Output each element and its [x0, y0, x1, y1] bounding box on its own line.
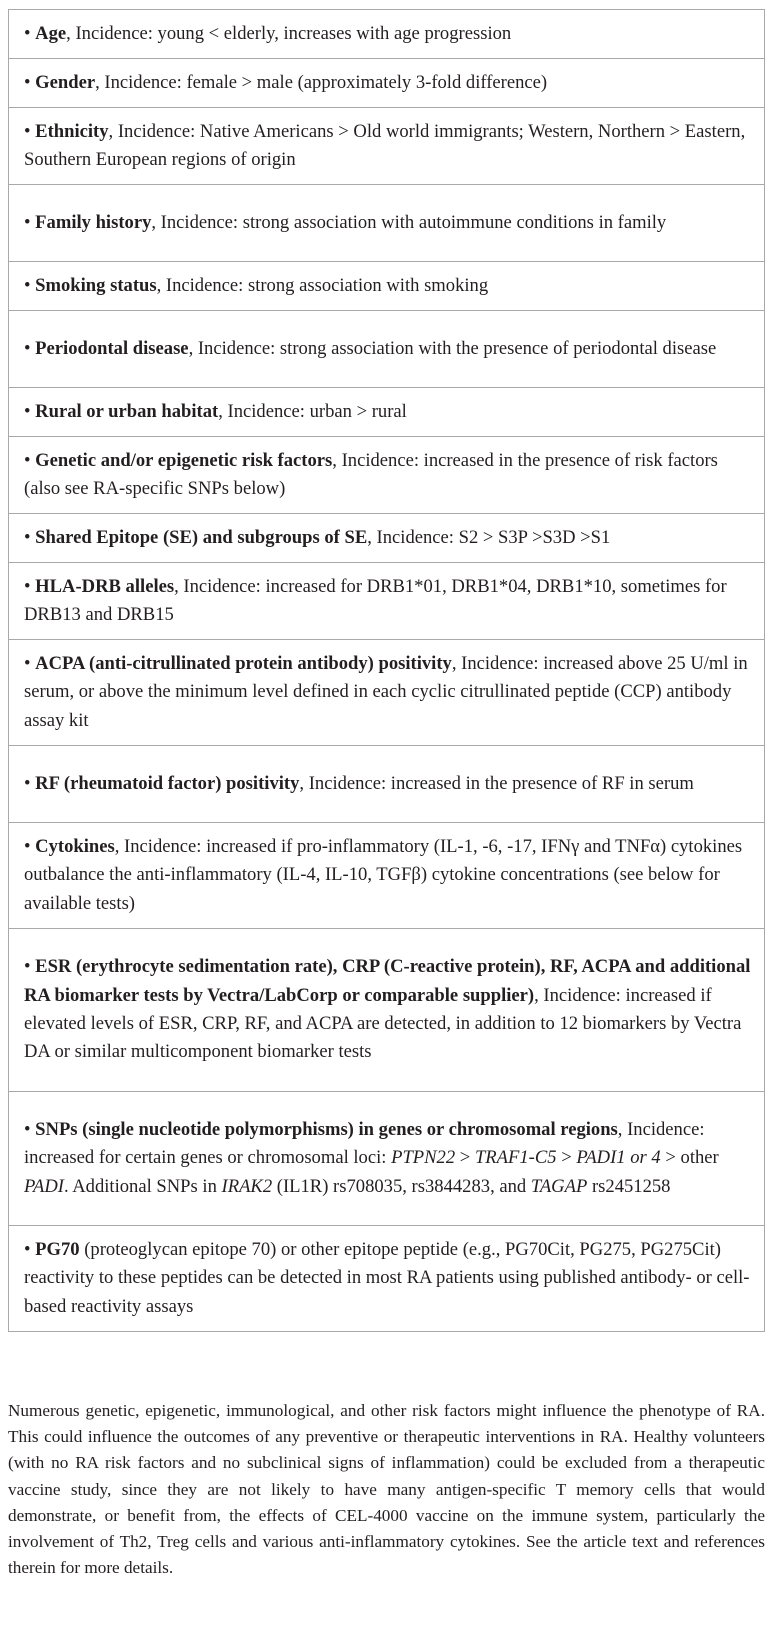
bullet: • — [24, 274, 31, 296]
table-cell — [9, 823, 765, 929]
gene-name: TRAF1-C5 — [474, 1147, 557, 1169]
risk-factor-description: , Incidence: strong association with smoking — [156, 274, 489, 296]
table-cell — [9, 59, 765, 108]
table-row — [9, 185, 765, 262]
table-cell — [9, 311, 765, 388]
risk-factor-description: , Incidence: strong association with autoimmune conditions in family — [151, 211, 667, 233]
gene-name: PADI — [24, 1175, 64, 1197]
risk-factor-description: , Incidence: increased for certain genes or chromosomal loci: — [24, 1119, 705, 1169]
bullet: • — [24, 211, 31, 233]
risk-factor-term: Genetic and/or epigenetic risk factors — [35, 449, 333, 471]
bullet: • — [24, 1119, 31, 1141]
table-row — [9, 640, 765, 746]
table-row — [9, 746, 765, 823]
table-cell — [9, 388, 765, 437]
description-text: > — [556, 1147, 577, 1169]
risk-factor-description: , Incidence: increased if pro-inflammatory (IL-1, -6, -17, IFNγ and TNFα) cytokines outbalance the anti-inflammatory (IL-4, IL-10, TGFβ) cytokine concentrations (see below for available tests) — [24, 836, 743, 914]
risk-factor-description: (proteoglycan epitope 70) or other epitope peptide (e.g., PG70Cit, PG275, PG275Cit) reactivity to these peptides can be detected in most RA patients using published antibody- or cell-based reactivity assays — [24, 1239, 750, 1317]
table-row — [9, 1092, 765, 1226]
table-cell — [9, 185, 765, 262]
risk-factor-description: , Incidence: increased in the presence of RF in serum — [299, 772, 694, 794]
table-row — [9, 823, 765, 929]
risk-factor-term: Ethnicity — [35, 120, 109, 142]
table-cell — [9, 262, 765, 311]
bullet: • — [24, 337, 31, 359]
gene-name: PADI1 or 4 — [576, 1147, 661, 1169]
table-cell — [9, 108, 765, 185]
bullet: • — [24, 449, 31, 471]
bullet: • — [24, 772, 31, 794]
table-row — [9, 108, 765, 185]
risk-factor-term: Family history — [35, 211, 152, 233]
table-row — [9, 437, 765, 514]
table-cell — [9, 640, 765, 746]
description-text: (IL1R) rs708035, rs3844283, and — [272, 1175, 531, 1197]
table-footnote: Numerous genetic, epigenetic, immunological, and other risk factors might influence the phenotype of RA. This could influence the outcomes of any preventive or therapeutic interventions in RA. Healthy volunteers (with no RA risk factors and no subclinical signs of inflammation) could be excluded from a therapeutic vaccine study, since they are not likely to have many antigen-specific T memory cells that would demonstrate, or benefit from, the effects of CEL-4000 vaccine on the immune system, particularly the involvement of Th2, Treg cells and various anti-inflammatory cytokines. See the article text and references therein for more details. — [8, 1401, 765, 1578]
table-row — [9, 514, 765, 563]
table-cell — [9, 1092, 765, 1226]
risk-factor-term: Smoking status — [35, 274, 157, 296]
risk-factor-table — [8, 9, 765, 1332]
table-cell — [9, 929, 765, 1092]
table-cell — [9, 1226, 765, 1332]
table-row — [9, 929, 765, 1092]
description-text: > other — [660, 1147, 719, 1169]
gene-name: IRAK2 — [221, 1175, 273, 1197]
table-cell — [9, 10, 765, 59]
table-row — [9, 59, 765, 108]
risk-factor-term: ESR (erythrocyte sedimentation rate), CRP (C-reactive protein), RF, ACPA and additional RA biomarker tests by Vectra/LabCorp or comparable supplier) — [24, 956, 751, 1006]
risk-factor-term: Rural or urban habitat — [35, 400, 219, 422]
bullet: • — [24, 526, 31, 548]
bullet: • — [24, 836, 31, 858]
bullet: • — [24, 956, 31, 978]
table-row — [9, 1226, 765, 1332]
table-cell — [9, 514, 765, 563]
risk-factor-description: , Incidence: urban > rural — [218, 400, 407, 422]
risk-factor-description: , Incidence: young < elderly, increases with age progression — [66, 22, 512, 44]
gene-name: PTPN22 — [391, 1147, 456, 1169]
risk-factor-description: , Incidence: strong association with the presence of periodontal disease — [188, 337, 717, 359]
gene-name: TAGAP — [530, 1175, 588, 1197]
risk-factor-term: Cytokines — [35, 836, 115, 858]
risk-factor-term: SNPs (single nucleotide polymorphisms) in genes or chromosomal regions — [35, 1119, 618, 1141]
risk-factor-term: Age — [35, 22, 67, 44]
description-text: > — [455, 1147, 475, 1169]
table-row — [9, 10, 765, 59]
description-text: . Additional SNPs in — [63, 1175, 222, 1197]
bullet: • — [24, 653, 31, 675]
risk-factor-description: , Incidence: increased for DRB1*01, DRB1*04, DRB1*10, sometimes for DRB13 and DRB15 — [24, 575, 727, 625]
risk-factor-description: , Incidence: Native Americans > Old world immigrants; Western, Northern > Eastern, Southern European regions of origin — [24, 120, 746, 170]
risk-factor-term: Gender — [35, 71, 96, 93]
table-cell — [9, 563, 765, 640]
table-cell — [9, 437, 765, 514]
risk-factor-description: , Incidence: S2 > S3P >S3D >S1 — [367, 526, 611, 548]
bullet: • — [24, 1239, 31, 1261]
risk-factor-description: , Incidence: increased in the presence of risk factors (also see RA-specific SNPs below) — [24, 449, 718, 499]
risk-factor-term: ACPA (anti-citrullinated protein antibody) positivity — [35, 653, 452, 675]
table-row — [9, 388, 765, 437]
bullet: • — [24, 575, 31, 597]
risk-factor-term: Shared Epitope (SE) and subgroups of SE — [35, 526, 368, 548]
bullet: • — [24, 22, 31, 44]
risk-factor-term: RF (rheumatoid factor) positivity — [35, 772, 300, 794]
bullet: • — [24, 71, 31, 93]
risk-factor-term: HLA-DRB alleles — [35, 575, 175, 597]
table-row — [9, 563, 765, 640]
bullet: • — [24, 120, 31, 142]
table-cell — [9, 746, 765, 823]
table-row — [9, 311, 765, 388]
risk-factor-description: , Incidence: increased above 25 U/ml in serum, or above the minimum level defined in each cyclic citrullinated peptide (CCP) antibody assay kit — [24, 653, 748, 731]
risk-factor-description: , Incidence: female > male (approximately 3-fold difference) — [95, 71, 548, 93]
risk-factor-term: PG70 — [35, 1239, 80, 1261]
risk-factor-term: Periodontal disease — [35, 337, 189, 359]
bullet: • — [24, 400, 31, 422]
risk-factor-description: , Incidence: increased if elevated levels of ESR, CRP, RF, and ACPA are detected, in addition to 12 biomarkers by Vectra DA or similar multicomponent biomarker tests — [24, 984, 742, 1063]
description-text: rs2451258 — [587, 1175, 671, 1197]
table-row — [9, 262, 765, 311]
